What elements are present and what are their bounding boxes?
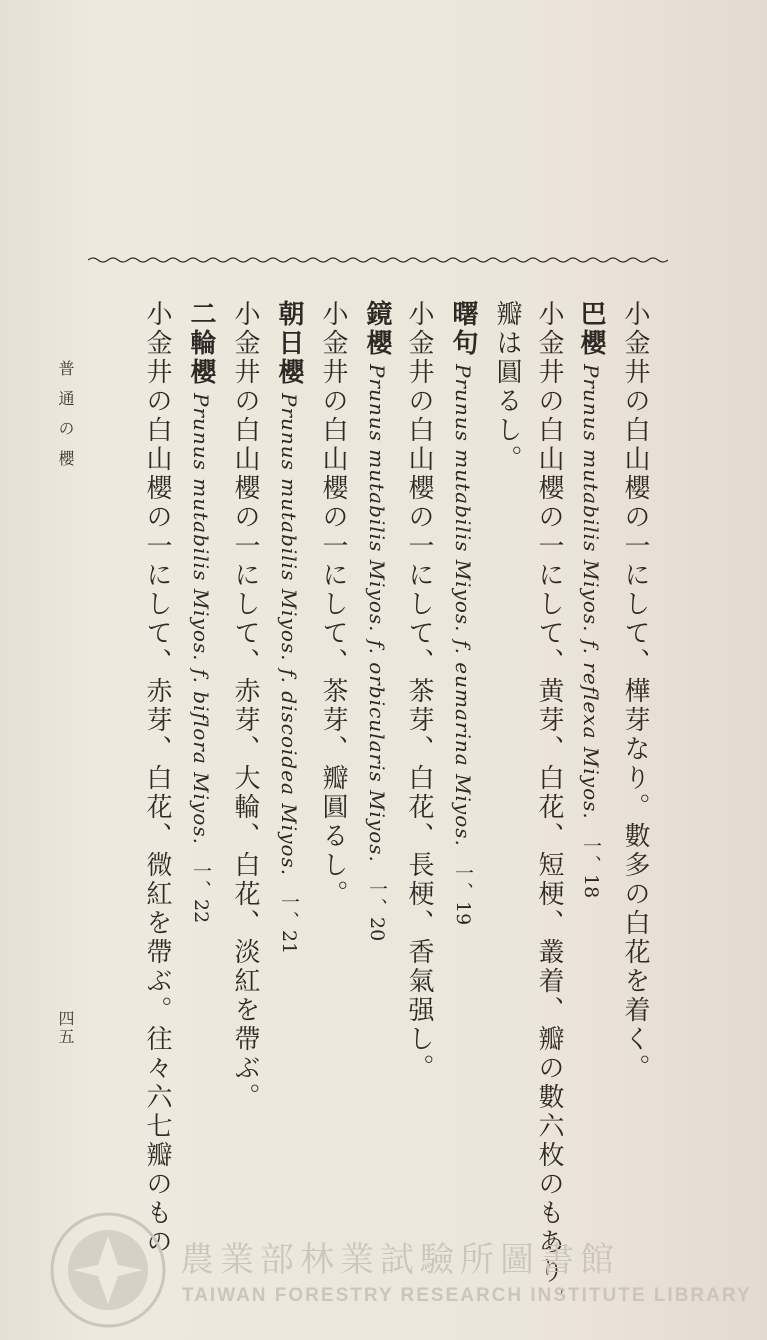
body-column <box>490 300 524 474</box>
body-column <box>316 300 350 909</box>
body-text: 小金井の白山櫻の一にして、赤芽、大輪、白花、淡紅を帶ぶ。 <box>230 300 260 1112</box>
plate-reference: 一、20 <box>366 878 388 942</box>
plate-reference: 一、19 <box>452 862 474 926</box>
body-text: 小金井の白山櫻の一にして、赤芽、白花、微紅を帶ぶ。往々六七瓣のもの <box>142 300 172 1257</box>
variety-name: 曙句 <box>448 300 478 358</box>
wavy-rule <box>88 255 668 265</box>
running-head: 普通の櫻 <box>56 360 75 480</box>
latin-name: Prunus mutabilis Miyos. f. biflora Miyos. <box>189 393 213 846</box>
body-column <box>618 300 652 1083</box>
library-seal-logo <box>48 1210 168 1330</box>
body-text: 小金井の白山櫻の一にして、黄芽、白花、短梗、叢着、瓣の數六枚のもあり。 <box>534 300 564 1315</box>
latin-name: Prunus mutabilis Miyos. f. eumarina Miyos. <box>451 364 475 847</box>
library-name-english: TAIWAN FORESTRY RESEARCH INSTITUTE LIBRARY <box>182 1285 752 1306</box>
body-text: 瓣は圓るし。 <box>492 300 522 474</box>
variety-name: 鏡櫻 <box>362 300 392 358</box>
plate-reference: 一、18 <box>580 835 602 898</box>
variety-name: 二輪櫻 <box>186 300 216 387</box>
plate-reference: 一、21 <box>278 892 300 955</box>
plate-reference: 一、22 <box>190 861 212 924</box>
entry-heading-column <box>184 300 218 923</box>
library-name-chinese: 農業部林業試驗所圖書館 <box>180 1240 620 1280</box>
body-column <box>402 300 436 1083</box>
body-text: 小金井の白山櫻の一にして、茶芽、瓣圓るし。 <box>318 300 348 909</box>
body-column <box>228 300 262 1112</box>
entry-heading-column <box>574 300 608 898</box>
variety-name: 巴櫻 <box>576 300 606 358</box>
body-column <box>532 300 566 1315</box>
body-text: 小金井の白山櫻の一にして、茶芽、白花、長梗、香氣强し。 <box>404 300 434 1083</box>
entry-heading-column <box>360 300 394 941</box>
entry-heading-column <box>272 300 306 954</box>
variety-name: 朝日櫻 <box>274 300 304 387</box>
latin-name: Prunus mutabilis Miyos. f. orbicularis Miyos. <box>365 364 389 863</box>
entry-heading-column <box>446 300 480 925</box>
latin-name: Prunus mutabilis Miyos. f. reflexa Miyos. <box>579 364 603 820</box>
body-text: 小金井の白山櫻の一にして、樺芽なり。數多の白花を着く。 <box>620 300 650 1083</box>
body-column <box>140 300 174 1257</box>
latin-name: Prunus mutabilis Miyos. f. discoidea Miyos. <box>277 393 301 877</box>
page-number: 四五 <box>56 1010 75 1046</box>
